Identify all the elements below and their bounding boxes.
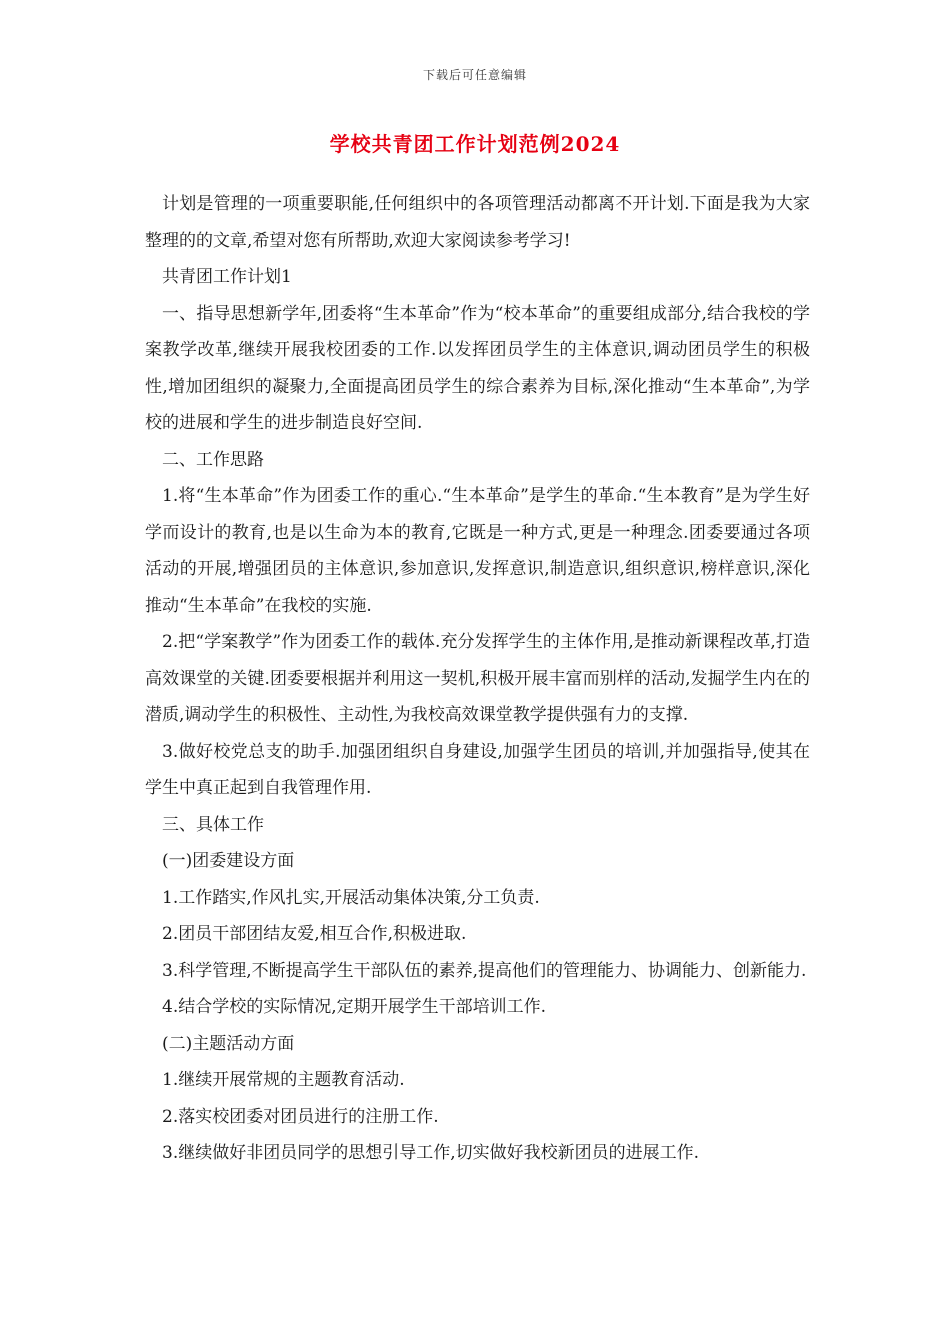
list-item: 2.团员干部团结友爱,相互合作,积极进取.	[162, 924, 467, 944]
paragraph-guiding-idea: 一、指导思想新学年,团委将“生本革命”作为“校本革命”的重要组成部分,结合我校的学案教学改革,继续开展我校团委的工作.以发挥团员学生的主体意识,调动团员学生的积极性,增加团组织的凝聚力,全面提高团员学生的综合素养为目标,深化推动“生本革命”,为学校的进展和学生的进步制造良好空间.	[145, 303, 810, 433]
paragraph-intro: 计划是管理的一项重要职能,任何组织中的各项管理活动都离不开计划.下面是我为大家整理的的文章,希望对您有所帮助,欢迎大家阅读参考学习!	[145, 194, 810, 251]
list-item: 1.继续开展常规的主题教育活动.	[162, 1070, 405, 1090]
section-heading-plan-1: 共青团工作计划1	[162, 267, 292, 287]
list-item: 2.落实校团委对团员进行的注册工作.	[162, 1106, 439, 1127]
section-heading-specific-work: 三、具体工作	[162, 814, 264, 835]
section-heading-work-ideas: 二、工作思路	[162, 449, 264, 470]
list-item: 1.工作踏实,作风扎实,开展活动集体决策,分工负责.	[162, 887, 540, 908]
paragraph-idea-2: 2.把“学案教学”作为团委工作的载体.充分发挥学生的主体作用,是推动新课程改革,打造高效课堂的关键.团委要根据并利用这一契机,积极开展丰富而别样的活动,发掘学生内在的潜质,调动学生的积极性、主动性,为我校高效课堂教学提供强有力的支撑.	[145, 632, 810, 725]
subsection-heading-committee: (一)团委建设方面	[162, 851, 295, 871]
list-item: 3.继续做好非团员同学的思想引导工作,切实做好我校新团员的进展工作.	[162, 1143, 700, 1163]
header-note: 下载后可任意编辑	[422, 68, 527, 82]
subsection-heading-activities: (二)主题活动方面	[162, 1033, 295, 1054]
list-item: 3.科学管理,不断提高学生干部队伍的素养,提高他们的管理能力、协调能力、创新能力.	[162, 960, 807, 981]
paragraph-idea-1: 1.将“生本革命”作为团委工作的重心.“生本革命”是学生的革命.“生本教育”是为学生好学而设计的教育,也是以生命为本的教育,它既是一种方式,更是一种理念.团委要通过各项活动的开展,增强团员的主体意识,参加意识,发挥意识,制造意识,组织意识,榜样意识,深化推动“生本革命”在我校的实施.	[145, 486, 810, 616]
paragraph-idea-3: 3.做好校党总支的助手.加强团组织自身建设,加强学生团员的培训,并加强指导,使其在学生中真正起到自我管理作用.	[145, 741, 810, 798]
document-body	[145, 186, 810, 1172]
document-title: 学校共青团工作计划范例2024	[329, 132, 621, 156]
list-item: 4.结合学校的实际情况,定期开展学生干部培训工作.	[162, 997, 547, 1017]
